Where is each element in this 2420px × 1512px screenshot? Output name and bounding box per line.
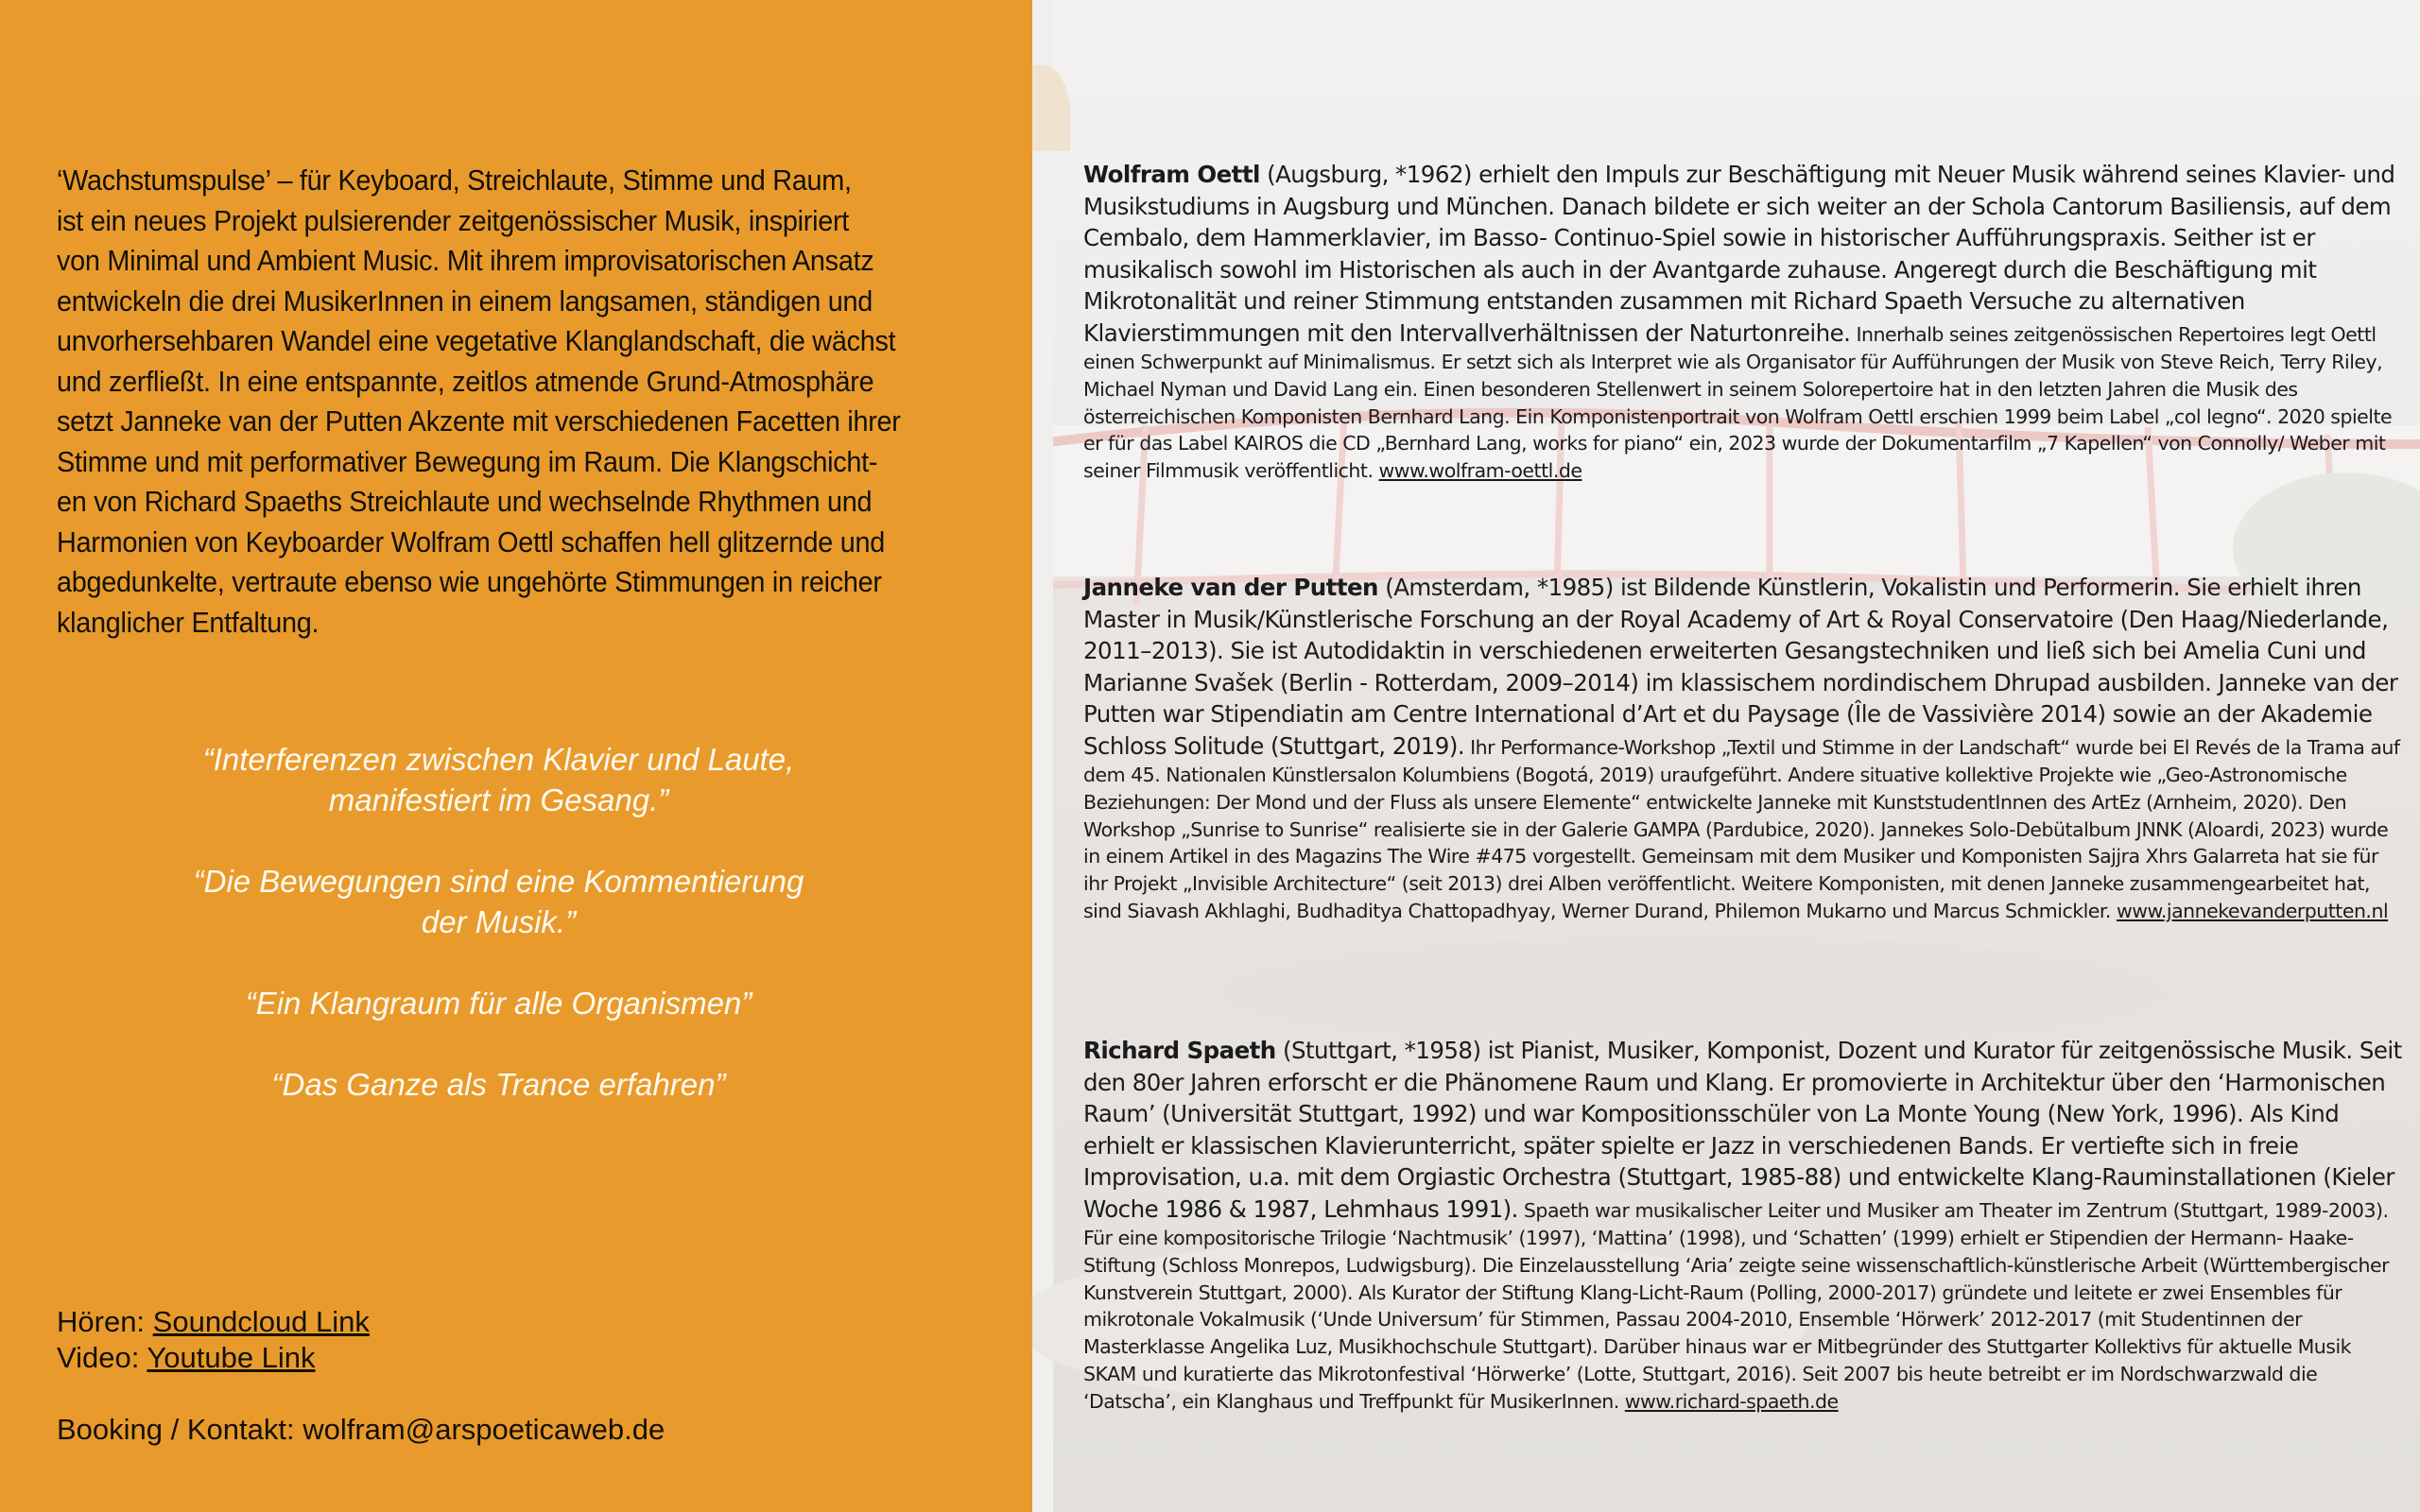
video-label: Video: — [57, 1341, 147, 1374]
quotes-block — [57, 739, 941, 1145]
photo-floor-reflection — [1221, 936, 2167, 1049]
website-link-spaeth[interactable]: www.richard-spaeth.de — [1624, 1389, 1839, 1413]
bio-main-text: (Stuttgart, *1958) ist Pianist, Musiker, Komponist, Dozent und Kurator für zeitgenössische Musik. Seit den 80er Jahren erforscht er die Phänomene Raum und Klang. Er promovierte in Architektur über den ‘Harmonischen Raum’ (Universität Stuttgart, 1992) und war Kompositionsschüler von La Monte Young (New York, 1996). Als Kind erhielt er klassischen Klavierunterricht, später spielte er Jazz in verschiedenen Bands. Er vertiefte sich in freie Improvisation, u.a. mit dem Orgiastic Orchestra (Stuttgart, 1985-88) und entwickelte Klang-Rauminstallationen (Kieler Woche 1986 & 1987, Lehmhaus 1991). — [1083, 1037, 2402, 1223]
bio-wolfram-oettl — [1083, 159, 2402, 485]
quote-4: “Das Ganze als Trance erfahren” — [271, 1067, 726, 1102]
photo-lamp — [1032, 64, 1070, 151]
bio-detail-text: Ihr Performance-Workshop „Textil und Stimme in der Landschaft“ wurde bei El Revés de la Trama auf dem 45. Nationalen Künstlersalon Kolumbiens (Bogotá, 2019) uraufgeführt. Andere situative kollektive Projekte wie „Geo-Astronomische Beziehungen: Der Mond und der Fluss als unsere Elemente“ entwickelte Janneke mit KunststudentInnen des ArtEz (Arnheim, 2020). Den Workshop „Sunrise to Sunrise“ realisierte sie in der Galerie GAMPA (Pardubice, 2020). Jannekes Solo-Debütalbum JNNK (Aloardi, 2023) wurde in einem Artikel in des Magazins The Wire #475 vorgestellt. Gemeinsam mit dem Musiker und Komponisten Sajjra Xhrs Galarreta hat sie für ihr Projekt „Invisible Architecture“ (seit 2013) drei Alben veröffentlicht. Weitere Komponisten, mit denen Janneke zusammengearbeitet hat, sind Siavash Akhlaghi, Budhaditya Chattopadhyay, Werner Durand, Philemon Mukarno und Marcus Schmickler. — [1083, 735, 2400, 922]
bio-name: Wolfram Oettl — [1083, 161, 1260, 188]
quote-2: “Die Bewegungen sind eine Kommentierung der Musik.” — [193, 864, 804, 939]
contact-block — [57, 1304, 665, 1448]
quote-1: “Interferenzen zwischen Klavier und Laute, manifestiert im Gesang.” — [202, 742, 795, 817]
bio-name: Janneke van der Putten — [1083, 574, 1378, 601]
bio-detail-text: Spaeth war musikalischer Leiter und Musiker am Theater im Zentrum (Stuttgart, 1989-2003). Für eine kompositorische Trilogie ‘Nachtmusik’ (1997), ‘Mattina’ (1998), und ‘Schatten’ (1999) erhielt er Stipendien der Hermann- Haake-Stiftung (Schloss Monrepos, Ludwigsburg). Die Einzelausstellung ‘Aria’ zeigte seine wissenschaftlich-künstlerische Arbeit (Württembergischer Kunstverein Stuttgart, 2000). Als Kurator der Stiftung Klang-Licht-Raum (Polling, 2000-2017) gründete und leitete er zwei Ensembles für mikrotonale Vokalmusik (‘Unde Universum’ für Stimmen, Passau 2004-2010, Ensemble ‘Hörwerk’ 2012-2017 (mit Studentinnen der Masterklasse Angelika Luz, Musikhochschule Stuttgart). Darüber hinaus war er Mitbegründer des Stuttgarter Kollektivs für aktuelle Musik SKAM und kuratierte das Mikrotonfestival ‘Hörwerke’ (Lotte, Stuttgart, 2016). Seit 2007 bis heute betreibt er im Nordschwarzwald die ‘Datscha’, ein Klanghaus und Treffpunkt für MusikerInnen. — [1083, 1198, 2390, 1413]
youtube-link[interactable]: Youtube Link — [147, 1341, 316, 1374]
soundcloud-link[interactable]: Soundcloud Link — [152, 1305, 370, 1338]
photo-edge — [1032, 0, 1053, 1512]
intro-text: ‘Wachstumspulse’ – für Keyboard, Streichlaute, Stimme und Raum, ist ein neues Projekt pulsierender zeitgenössischer Musik, inspiriert von Minimal und Ambient Music. Mit ihrem improvisatorischen Ansatz entwickeln die drei MusikerInnen in einem langsamen, ständigen und unvorhersehbaren Wandel eine vegetative Klanglandschaft, die wächst und zerfließt. In eine entspannte, zeitlos atmende Grund-Atmosphäre setzt Janneke van der Putten Akzente mit verschiedenen Facetten ihrer Stimme und mit performativer Bewegung im Raum. Die Klangschicht- en von Richard Spaeths Streichlaute und wechselnde Rhythmen und Harmonien von Keyboarder Wolfram Oettl schaffen hell glitzernde und abgedunkelte, vertraute ebenso wie ungehörte Stimmungen in reicher klanglicher Entfaltung. — [57, 163, 901, 639]
bio-main-text: (Amsterdam, *1985) ist Bildende Künstlerin, Vokalistin und Performerin. Sie erhielt ihren Master in Musik/Künstlerische Forschung an der Royal Academy of Art & Royal Conservatoire (Den Haag/Niederlande, 2011–2013). Sie ist Autodidaktin in verschiedenen erweiterten Gesangstechniken und ließ sich bei Amelia Cuni und Marianne Svašek (Berlin - Rotterdam, 2009–2014) im klassischem nordindischem Dhrupad ausbilden. Janneke van der Putten war Stipendiatin am Centre International d’Art et du Paysage (Île de Vassivière 2014) sowie an der Akademie Schloss Solitude (Stuttgart, 2019). — [1083, 574, 2398, 760]
bio-richard-spaeth — [1083, 1035, 2402, 1416]
bio-main-text: (Augsburg, *1962) erhielt den Impuls zur Beschäftigung mit Neuer Musik während seines Klavier- und Musikstudiums in Augsburg und München. Danach bildete er sich weiter an der Schola Cantorum Basiliensis, auf dem Cembalo, dem Hammerklavier, im Basso- Continuo-Spiel sowie in historischer Aufführungspraxis. Seither ist er musikalisch sowohl im Historischen als auch in der Avantgarde zuhause. Angeregt durch die Beschäftigung mit Mikrotonalität und reiner Stimmung entstanden zusammen mit Richard Spaeth Versuche zu alternativen Klavierstimmungen mit den Intervallverhältnissen der Naturtonreihe. — [1083, 161, 2395, 347]
booking-contact: Booking / Kontakt: wolfram@arspoeticaweb.de — [57, 1413, 666, 1446]
video-row — [57, 1340, 665, 1376]
listen-row — [57, 1304, 665, 1340]
website-link-putten[interactable]: www.jannekevanderputten.nl — [2116, 899, 2389, 922]
quote-3: “Ein Klangraum für alle Organismen” — [245, 986, 752, 1021]
listen-label: Hören: — [57, 1305, 153, 1338]
website-link-oettl[interactable]: www.wolfram-oettl.de — [1378, 459, 1582, 483]
left-panel — [0, 0, 1032, 1512]
bio-name: Richard Spaeth — [1083, 1037, 1276, 1064]
contact-spacer — [57, 1376, 665, 1412]
right-panel — [1032, 0, 2420, 1512]
bio-janneke-van-der-putten — [1083, 572, 2402, 925]
bio-detail-text: Innerhalb seines zeitgenössischen Repertoires legt Oettl einen Schwerpunkt auf Minimalismus. Er setzt sich als Interpret wie als Organisator für Aufführungen der Musik von Steve Reich, Terry Riley, Michael Nyman und David Lang ein. Einen besonderen Stellenwert in seinem Solorepertoire hat in den letzten Jahren die Musik des österreichischen Komponisten Bernhard Lang. Ein Komponistenportrait von Wolfram Oettl erschien 1999 beim Label „col legno“. 2020 spielte er für das Label KAIROS die CD „Bernhard Lang, works for piano“ ein, 2023 wurde der Dokumentarfilm „7 Kapellen“ von Connolly/ Weber mit seiner Filmmusik veröffentlicht. — [1083, 322, 2393, 483]
